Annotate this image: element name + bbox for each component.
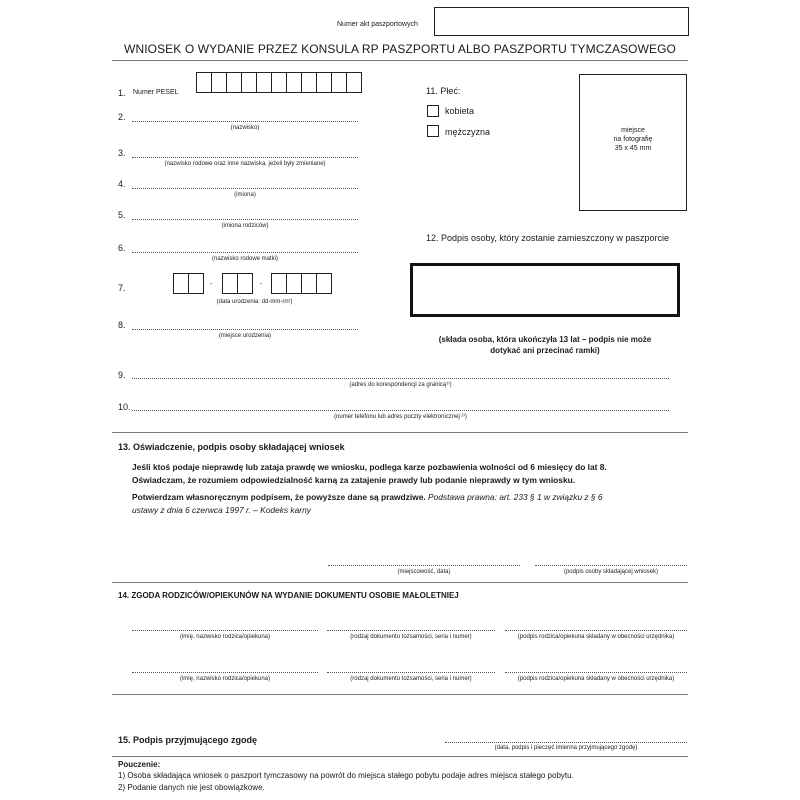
pesel-digit-box[interactable] xyxy=(226,72,242,93)
section13-title: 13. Oświadczenie, podpis osoby składającej wniosek xyxy=(118,442,345,452)
perjury-warning-line: Oświadczam, że rozumiem odpowiedzialność karną za zatajenie prawdy lub podanie nieprawdy w tym wniosku. xyxy=(132,475,576,485)
perjury-warning xyxy=(132,461,607,487)
date-separator: - xyxy=(210,281,213,288)
correspondence-address-caption: (adres do korespondencji za granicą¹⁾) xyxy=(349,382,452,388)
pesel-digit-box[interactable] xyxy=(316,72,332,93)
parents-names-field[interactable] xyxy=(132,219,358,220)
parent-document-field[interactable] xyxy=(327,672,495,673)
section14-title: 14. ZGODA RODZICÓW/OPIEKUNÓW NA WYDANIE DOKUMENTU OSOBIE MAŁOLETNIEJ xyxy=(118,591,459,600)
signature-note-line: (składa osoba, która ukończyła 13 lat – podpis nie może xyxy=(438,335,652,344)
pesel-digit-box[interactable] xyxy=(241,72,257,93)
note-item: 1) Osoba składająca wniosek o paszport tymczasowy na powrót do miejsca stałego pobytu podaje adres miejsca stałego pobytu. xyxy=(118,771,574,780)
birth-month-input[interactable] xyxy=(222,273,252,294)
passport-number-label: Numer akt paszportowych xyxy=(337,21,418,28)
date-digit-box[interactable] xyxy=(222,273,238,294)
date-digit-box[interactable] xyxy=(316,273,332,294)
surname-field[interactable] xyxy=(132,121,358,122)
confirmation-text xyxy=(132,491,687,517)
notes-title: Pouczenie: xyxy=(118,760,161,769)
perjury-warning-line: Jeśli ktoś podaje nieprawdę lub zataja prawdę we wniosku, podlega karze pozbawienia wolności od 6 miesięcy do lat 8. xyxy=(132,462,607,472)
note-item: 2) Podanie danych nie jest obowiązkowe. xyxy=(118,783,265,792)
pesel-digit-box[interactable] xyxy=(196,72,212,93)
receiver-signature-field[interactable] xyxy=(445,742,687,743)
field-10-number: 10. xyxy=(118,402,131,412)
parent-signature-caption: (podpis rodzica/opiekuna składany w obecności urzędnika) xyxy=(517,634,675,640)
parent-signature-field[interactable] xyxy=(505,630,687,631)
birth-place-caption: (miejsce urodzenia) xyxy=(218,333,272,339)
photo-box xyxy=(579,74,687,211)
birth-year-input[interactable] xyxy=(271,273,331,294)
field-2-number: 2. xyxy=(118,112,126,122)
female-label: kobieta xyxy=(445,106,475,116)
mother-maiden-name-field[interactable] xyxy=(132,252,358,253)
date-digit-box[interactable] xyxy=(237,273,253,294)
pesel-digit-box[interactable] xyxy=(211,72,227,93)
birth-date-caption: (data urodzenia: dd-mm-rrrr) xyxy=(216,299,293,305)
parent-name-field[interactable] xyxy=(132,672,318,673)
pesel-digit-box[interactable] xyxy=(331,72,347,93)
mother-maiden-name-caption: (nazwisko rodowe matki) xyxy=(211,256,279,262)
pesel-digit-box[interactable] xyxy=(346,72,362,93)
pesel-input[interactable] xyxy=(196,72,361,93)
male-label: mężczyzna xyxy=(445,127,491,137)
passport-number-input[interactable] xyxy=(434,7,689,36)
sex-title: 11. Płeć: xyxy=(426,86,461,96)
section-divider xyxy=(112,756,688,757)
correspondence-address-field[interactable] xyxy=(132,378,669,379)
date-digit-box[interactable] xyxy=(301,273,317,294)
title-divider xyxy=(112,60,688,61)
legal-basis: Podstawa prawna: art. 233 § 1 w związku z § 6 xyxy=(428,492,603,502)
legal-basis: ustawy z dnia 6 czerwca 1997 r. – Kodeks karny xyxy=(132,505,311,515)
birth-surname-field[interactable] xyxy=(132,157,358,158)
pesel-label: Numer PESEL xyxy=(133,89,179,96)
given-names-caption: (imiona) xyxy=(234,192,256,198)
signature-note xyxy=(410,334,680,356)
signature-box[interactable] xyxy=(410,263,680,317)
birth-day-input[interactable] xyxy=(173,273,203,294)
field-5-number: 5. xyxy=(118,210,126,220)
section-divider xyxy=(112,432,688,433)
photo-caption-line: 35 x 45 mm xyxy=(614,145,652,152)
parent-signature-field[interactable] xyxy=(505,672,687,673)
date-digit-box[interactable] xyxy=(173,273,189,294)
field-8-number: 8. xyxy=(118,320,126,330)
parent-document-caption: (rodzaj dokumentu tożsamości, seria i numer) xyxy=(350,676,472,682)
field-7-number: 7. xyxy=(118,283,126,293)
signature-title: 12. Podpis osoby, który zostanie zamieszczony w paszporcie xyxy=(426,233,669,243)
pesel-digit-box[interactable] xyxy=(301,72,317,93)
pesel-digit-box[interactable] xyxy=(256,72,272,93)
section-divider xyxy=(112,582,688,583)
place-date-field[interactable] xyxy=(328,565,520,566)
field-9-number: 9. xyxy=(118,370,126,380)
parent-name-caption: (imię, nazwisko rodzica/opiekuna) xyxy=(179,634,271,640)
date-digit-box[interactable] xyxy=(271,273,287,294)
pesel-digit-box[interactable] xyxy=(286,72,302,93)
field-6-number: 6. xyxy=(118,243,126,253)
date-digit-box[interactable] xyxy=(188,273,204,294)
receiver-signature-caption: (data, podpis i pieczęć imienna przyjmującego zgodę) xyxy=(494,745,638,751)
signature-note-line: dotykać ani przecinać ramki) xyxy=(490,346,600,355)
female-checkbox[interactable] xyxy=(427,105,439,117)
applicant-signature-caption: (podpis osoby składającej wniosek) xyxy=(563,569,659,575)
page-title: WNIOSEK O WYDANIE PRZEZ KONSULA RP PASZPORTU ALBO PASZPORTU TYMCZASOWEGO xyxy=(124,42,676,56)
field-3-number: 3. xyxy=(118,148,126,158)
parent-document-caption: (rodzaj dokumentu tożsamości, seria i numer) xyxy=(350,634,472,640)
parent-name-field[interactable] xyxy=(132,630,318,631)
date-separator: - xyxy=(260,281,263,288)
parent-document-field[interactable] xyxy=(327,630,495,631)
confirmation-bold: Potwierdzam własnoręcznym podpisem, że powyższe dane są prawdziwe. xyxy=(132,492,426,502)
field-4-number: 4. xyxy=(118,179,126,189)
parent-signature-caption: (podpis rodzica/opiekuna składany w obecności urzędnika) xyxy=(517,676,675,682)
birth-place-field[interactable] xyxy=(132,329,358,330)
photo-caption-line: na fotografię xyxy=(613,136,653,143)
pesel-digit-box[interactable] xyxy=(271,72,287,93)
birth-surname-caption: (nazwisko rodowe oraz inne nazwiska, jeżeli były zmieniane) xyxy=(164,161,326,167)
parents-names-caption: (imiona rodziców) xyxy=(221,223,269,229)
section-divider xyxy=(112,694,688,695)
parent-name-caption: (imię, nazwisko rodzica/opiekuna) xyxy=(179,676,271,682)
applicant-signature-field[interactable] xyxy=(535,565,687,566)
surname-caption: (nazwisko) xyxy=(230,125,260,131)
photo-caption-line: miejsce xyxy=(621,127,645,134)
date-digit-box[interactable] xyxy=(286,273,302,294)
contact-caption: (numer telefonu lub adres poczty elektronicznej ²⁾) xyxy=(334,414,467,420)
place-date-caption: (miejscowość, data) xyxy=(397,569,451,575)
field-1-number: 1. xyxy=(118,88,126,98)
section15-title: 15. Podpis przyjmującego zgodę xyxy=(118,735,258,745)
male-checkbox[interactable] xyxy=(427,125,439,137)
given-names-field[interactable] xyxy=(132,188,358,189)
contact-field[interactable] xyxy=(132,410,669,411)
